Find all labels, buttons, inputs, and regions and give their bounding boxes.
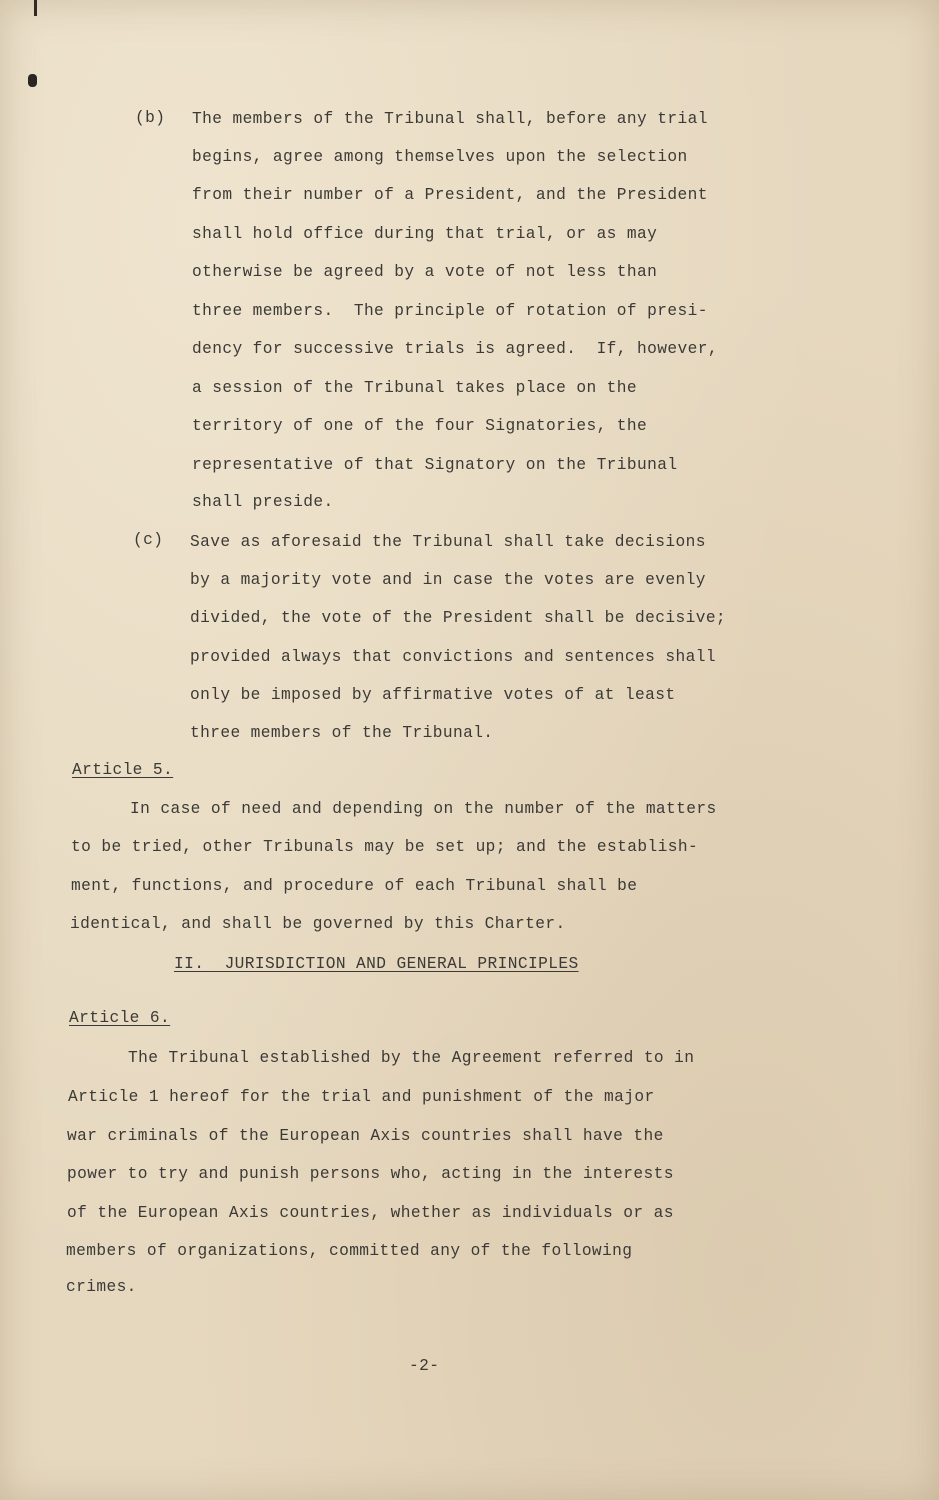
ink-mark — [34, 0, 37, 16]
article-6-line: The Tribunal established by the Agreement referred to in — [128, 1049, 695, 1067]
paragraph-b-line: otherwise be agreed by a vote of not less than — [192, 263, 658, 281]
paragraph-c-line: by a majority vote and in case the votes are evenly — [190, 571, 706, 589]
paragraph-b-line: shall preside. — [192, 493, 334, 511]
article-6-line: power to try and punish persons who, acting in the interests — [67, 1165, 674, 1183]
paragraph-c-line: three members of the Tribunal. — [190, 724, 494, 742]
paragraph-c-line: only be imposed by affirmative votes of at least — [190, 686, 676, 704]
article-6-line: Article 1 hereof for the trial and punishment of the major — [68, 1088, 655, 1106]
paragraph-c-line: provided always that convictions and sentences shall — [190, 648, 716, 666]
page-number: -2- — [409, 1357, 440, 1375]
article-5-line: In case of need and depending on the number of the matters — [130, 800, 717, 818]
paragraph-b-line: three members. The principle of rotation of presi- — [192, 302, 708, 320]
article-5-line: ment, functions, and procedure of each Tribunal shall be — [71, 877, 638, 895]
paragraph-b-line: from their number of a President, and the President — [192, 186, 708, 204]
article-5-line: identical, and shall be governed by this Charter. — [70, 915, 566, 933]
paragraph-b-line: dency for successive trials is agreed. If, however, — [192, 340, 718, 358]
paragraph-c-line: divided, the vote of the President shall be decisive; — [190, 609, 727, 627]
ink-mark — [28, 74, 37, 87]
paragraph-b-line: representative of that Signatory on the Tribunal — [192, 456, 678, 474]
article-6-line: members of organizations, committed any of the following — [66, 1242, 633, 1260]
section-heading: II. JURISDICTION AND GENERAL PRINCIPLES — [174, 955, 579, 973]
paragraph-b-line: territory of one of the four Signatories, the — [192, 417, 648, 435]
paragraph-c-label: (c) — [133, 531, 164, 549]
article-5-line: to be tried, other Tribunals may be set up; and the establish- — [71, 838, 699, 856]
paragraph-b-line: The members of the Tribunal shall, before any trial — [192, 110, 708, 128]
paragraph-c-line: Save as aforesaid the Tribunal shall take decisions — [190, 533, 706, 551]
article-6-line: of the European Axis countries, whether as individuals or as — [67, 1204, 674, 1222]
article-6-line: war criminals of the European Axis countries shall have the — [67, 1127, 664, 1145]
paragraph-b-label: (b) — [135, 109, 166, 127]
paragraph-b-line: a session of the Tribunal takes place on the — [192, 379, 638, 397]
article-5-heading: Article 5. — [72, 761, 174, 779]
paragraph-b-line: begins, agree among themselves upon the selection — [192, 148, 688, 166]
article-6-heading: Article 6. — [69, 1009, 171, 1027]
paragraph-b-line: shall hold office during that trial, or as may — [192, 225, 658, 243]
article-6-line: crimes. — [66, 1278, 137, 1296]
